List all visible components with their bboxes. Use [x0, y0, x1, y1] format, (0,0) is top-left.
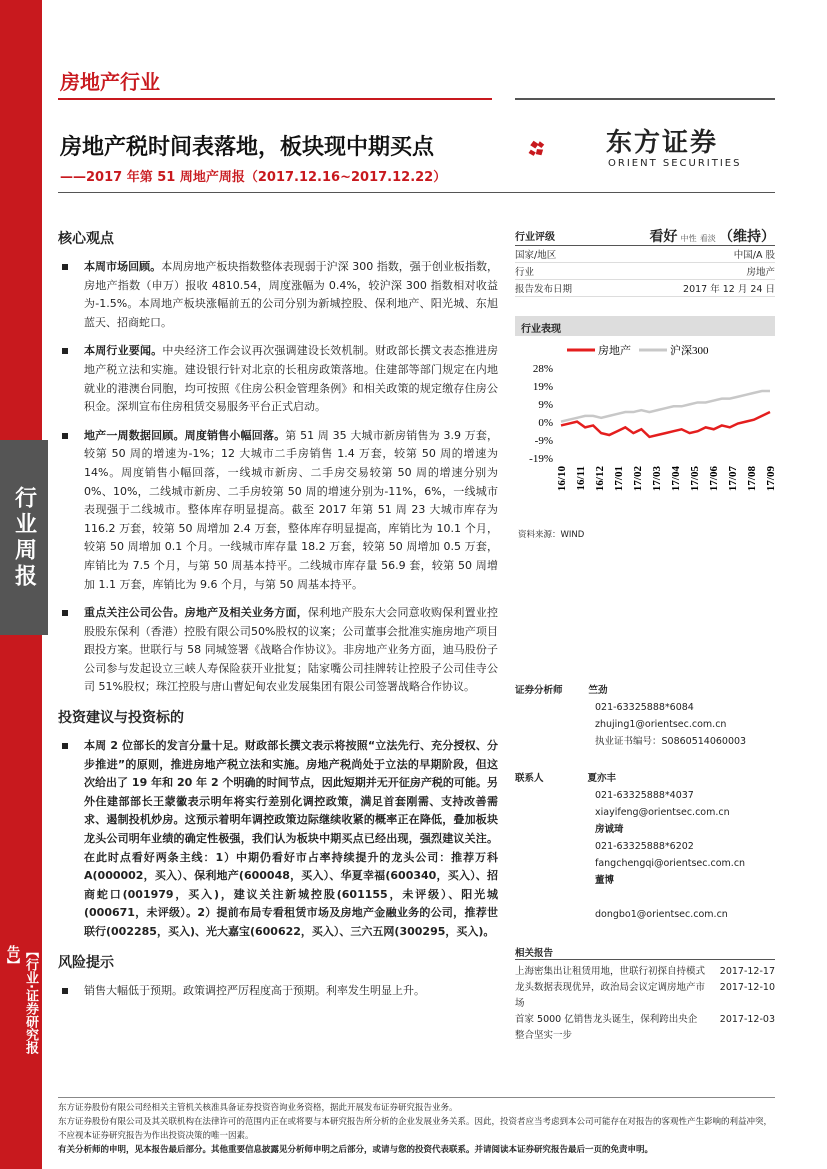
- rating-value: 看好: [649, 228, 678, 245]
- info-row: 报告发布日期 2017 年 12 月 24 日: [515, 280, 775, 297]
- contact-email: xiayifeng@orientsec.com.cn: [595, 807, 730, 818]
- footer-line: 东方证券股份有限公司及其关联机构在法律许可的范围内正在或将要与本研究报告所分析的企业发展业务关系。因此，投资者应当考虑到本公司可能存在对报告的客观性产生影响的利益冲突，不应视本证券研究报告为作出投资决策的唯一因素。: [58, 1117, 773, 1141]
- related-item[interactable]: 上海密集出让租赁用地，世联行初探自持模式 2017-12-17: [515, 966, 775, 977]
- y-tick-label: 9%: [538, 399, 553, 411]
- rating-sub: 看淡: [699, 233, 716, 243]
- core-point: 地产一周数据回顾。周度销售小幅回落。第 51 周 35 大城市新房销售为 3.9 万套，较第 50 周的增速为-1%；12 大城市二手房销售 1.4 万套，较第 50 周的增速为 14%。周度销售小幅回落，一线城市新房、二手房交易较第 50 周的增速分别为 0%、10%，二线城市新房、二手房较第 50 周的增速分别为-11%，6%，一线城市表现强于二线城市。整体库存明显提高。截至 2017 年第 51 周 23 大城市库存为 116.2 万套，较第 50 周增加 2.4 万套，整体库存明显提高，库销比为 10.1 个月，较第 50 周增加 0.1 个月。一线城市库存量 18.2 万套，较第 50 周增加 0.5 万套，库销比为 7.5 个月，与第 50 周基本持平。二线城市库存量 56.9 套，较第 50 周增加 1.1 万套，库销比为 9.6 个月，与第 50 周基本持平。: [58, 427, 498, 594]
- x-tick-label: 16/10: [556, 466, 568, 492]
- related-item[interactable]: 首家 5000 亿销售龙头诞生，保利跨出央企整合坚实一步 2017-12-03: [515, 1014, 775, 1041]
- rating-panel: [515, 226, 775, 297]
- core-point: 重点关注公司公告。房地产及相关业务方面，保利地产股东大会同意收购保利置业控股股东保利（香港）控股有限公司50%股权的议案；公司董事会批准实施房地产项目跟投方案。世联行与 58 同城签署《战略合作协议》。非房地产业务方面，迪马股份子公司参与发起设立三峡人寿保险获开业批复；陆家嘴公司挂牌转让控股子公司佳寺公司 51%股权；珠江控股与唐山曹妃甸农业发展集团有限公司签署战略合作协议。: [58, 604, 498, 697]
- x-tick-label: 17/07: [727, 466, 739, 492]
- contact-email: fangchengqi@orientsec.com.cn: [595, 858, 746, 869]
- analyst-tel: 021-63325888*6084: [595, 702, 694, 713]
- divider: [58, 98, 492, 100]
- performance-chart: [515, 338, 777, 518]
- contact-heading: 联系人: [515, 773, 544, 784]
- contact-tel: 021-63325888*6202: [595, 841, 694, 852]
- chart-title: 行业表现: [515, 316, 775, 336]
- divider: [515, 98, 775, 100]
- contact-tel: [515, 889, 745, 906]
- x-tick-label: 17/03: [651, 466, 663, 492]
- core-point: 本周市场回顾。本周房地产板块指数整体表现弱于沪深 300 指数，强于创业板指数，房地产指数（申万）报收 4810.54，周度涨幅为 0.4%，较沪深 300 指数相对收益为-1.5%。本周地产板块涨幅前五的公司分别为新城控股、保利地产、阳光城、东旭蓝天、招商蛇口。: [58, 258, 498, 332]
- contact-email: dongbo1@orientsec.com.cn: [595, 909, 728, 920]
- footer-disclaimer: [58, 1097, 775, 1157]
- y-tick-label: 28%: [532, 363, 553, 375]
- contact-name: 夏亦丰: [587, 773, 617, 784]
- analyst-cert: 执业证书编号：S0860514060003: [595, 736, 747, 747]
- x-tick-label: 17/06: [708, 466, 720, 492]
- rating-status: （维持）: [719, 228, 775, 245]
- contact-block: [515, 770, 745, 923]
- related-reports: [515, 945, 775, 1044]
- rating-label: 行业评级: [515, 232, 555, 243]
- analyst-block: [515, 682, 746, 750]
- core-heading: 核心观点: [58, 231, 114, 247]
- invest-point: 本周 2 位部长的发言分量十足。财政部长撰文表示将按照“立法先行、充分授权、分步推进”的原则，推进房地产税立法和实施。房地产税尚处于立法的早期阶段，但这次给出了 19 年和 20 年 2 个明确的时间节点，因此短期并无开征房产税的可能。另外住建部部长王蒙徽表示明年将实行差别化调控政策，满足首套刚需、支持改善需求、遏制投机炒房。这预示着明年调控政策边际继续收紧的概率正在降低，叠加板块龙头公司明年业绩的确定性极强，我们认为板块中期买点已经出现，强烈建议关注。在此时点看好两条主线：1）中期仍看好市占率持续提升的龙头公司：推荐万科 A(000002，买入）、保利地产(600048，买入）、华夏幸福(600340，买入）、招商蛇口(001979，买入)，建议关注新城控股(601155，未评级）、阳光城(000671，未评级）。2）提前布局专看租赁市场及房地产金融业务的公司，推荐世联行(002285，买入)、光大嘉宝(600622，买入）、三六五网(300295，买入)。: [58, 737, 498, 942]
- side-label: 行业周报: [0, 440, 48, 635]
- y-tick-label: -19%: [529, 453, 553, 465]
- x-tick-label: 17/05: [689, 466, 701, 492]
- divider: [58, 192, 775, 193]
- chart-source: 资料来源：WIND: [518, 530, 585, 540]
- series-line: [561, 391, 770, 422]
- core-point: 本周行业要闻。中央经济工作会议再次强调建设长效机制。财政部长撰文表态推进房地产税立法和实施。建设银行针对北京的长租房政策落地。住建部等部门规定在内地就业的港澳台同胞，均可按照《住房公积金管理条例》和相关政策的规定缴存住房公积金。深圳宣布住房租赁交易服务平台正式启动。: [58, 342, 498, 416]
- logo-cn: 东方证券: [606, 128, 719, 158]
- x-tick-label: 17/04: [670, 466, 682, 492]
- related-item[interactable]: 龙头数据表现优异，政治局会议定调房地产市场 2017-12-10: [515, 982, 775, 1009]
- x-tick-label: 17/02: [632, 466, 644, 492]
- main-column: [58, 228, 498, 1010]
- x-tick-label: 17/09: [765, 466, 777, 492]
- logo-en: ORIENT SECURITIES: [608, 158, 742, 169]
- footer-line: 有关分析师的申明，见本报告最后部分。其他重要信息披露见分析师申明之后部分，或请与您的投资代表联系。并请阅读本证券研究报告最后一页的免责申明。: [58, 1145, 654, 1155]
- footer-line: 东方证券股份有限公司经相关主管机关核准具备证券投资咨询业务资格，据此开展发布证券研究报告业务。: [58, 1103, 458, 1113]
- x-tick-label: 16/12: [594, 466, 606, 492]
- report-subtitle: ——2017 年第 51 周地产周报（2017.12.16~2017.12.22）: [60, 170, 447, 185]
- contact-name: 董博: [595, 875, 615, 886]
- contact-name: 房诚琦: [595, 824, 624, 835]
- rating-sub: 中性: [680, 233, 697, 243]
- risk-point: 销售大幅低于预期。政策调控严厉程度高于预期。利率发生明显上升。: [58, 982, 498, 1001]
- x-tick-label: 17/08: [746, 466, 758, 492]
- contact-tel: 021-63325888*4037: [595, 790, 694, 801]
- report-title: 房地产税时间表落地，板块现中期买点: [60, 135, 435, 160]
- invest-heading: 投资建议与投资标的: [58, 710, 184, 727]
- info-row: 行业 房地产: [515, 263, 775, 280]
- info-row: 国家/地区 中国/A 股: [515, 246, 775, 263]
- sector-title: 房地产行业: [60, 70, 160, 94]
- risk-heading: 风险提示: [58, 954, 114, 971]
- x-tick-label: 17/01: [613, 466, 625, 492]
- related-heading: 相关报告: [515, 945, 775, 960]
- side-tag: 【行业·证券研究报告】: [4, 945, 38, 1054]
- company-logo-icon: [528, 116, 598, 180]
- y-tick-label: 0%: [538, 417, 553, 429]
- x-tick-label: 16/11: [575, 466, 587, 491]
- y-tick-label: -9%: [534, 435, 553, 447]
- analyst-heading: 证券分析师: [515, 685, 563, 696]
- analyst-name: 竺劲: [588, 685, 608, 696]
- legend-label: 沪深300: [670, 345, 709, 357]
- y-tick-label: 19%: [532, 381, 553, 393]
- legend-label: 房地产: [598, 345, 631, 357]
- analyst-email: zhujing1@orientsec.com.cn: [595, 719, 727, 730]
